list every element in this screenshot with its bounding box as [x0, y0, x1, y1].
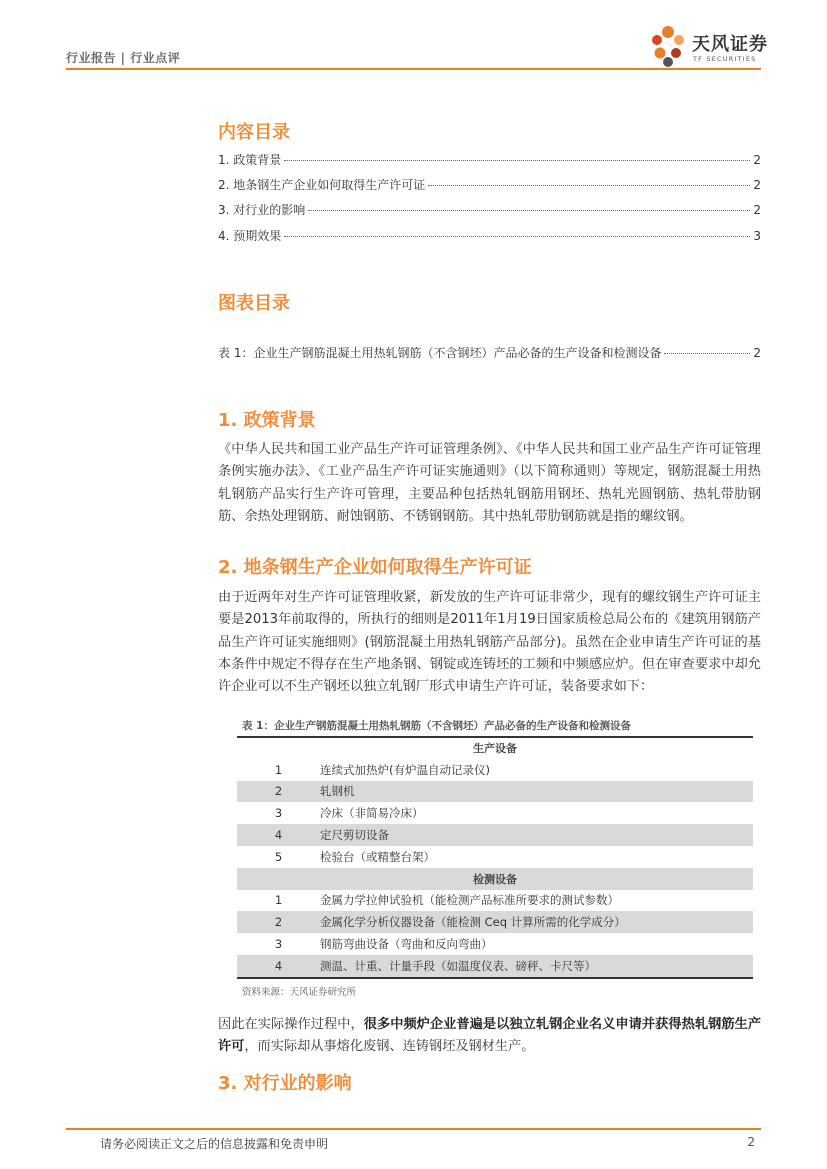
toc-item[interactable]: 1. 政策背景 2 — [218, 153, 761, 167]
tf-flower-icon — [648, 24, 690, 68]
section-2-title: 2. 地条钢生产企业如何取得生产许可证 — [218, 557, 532, 578]
brand-name-en: TF SECURITIES — [693, 55, 757, 63]
table-group-header: 检测设备 — [237, 868, 753, 890]
section-1-title: 1. 政策背景 — [218, 410, 316, 431]
header-divider — [66, 68, 761, 70]
section-3-title: 3. 对行业的影响 — [218, 1073, 352, 1094]
toc-item[interactable]: 2. 地条钢生产企业如何取得生产许可证 2 — [218, 178, 761, 192]
table-row: 1 连续式加热炉(有炉温自动记录仪) — [274, 762, 490, 777]
section-1-body: 《中华人民共和国工业产品生产许可证管理条例》、《中华人民共和国工业产品生产许可证管理条例实施办法》、《工业产品生产许可证实施通则》（以下简称通则）等规定，钢筋混凝土用热轧钢筋产品实行生产许可管理，主要品种包括热轧钢筋用钢坯、热轧光圆钢筋、热轧带肋钢筋、余热处理钢筋、耐蚀钢筋、不锈钢钢筋。其中热轧带肋钢筋就是指的螺纹钢。 — [218, 442, 761, 524]
table-row: 5 检验台（或精整台架） — [274, 849, 435, 864]
equipment-table — [237, 737, 753, 977]
toc-title: 内容目录 — [218, 122, 290, 143]
section-2-body: 由于近两年对生产许可证管理收紧，新发放的生产许可证非常少，现有的螺纹钢生产许可证主要是2013年前取得的，所执行的细则是2011年1月19日国家质检总局公布的《建筑用钢筋产品生产许可证实施细则》(钢筋混凝土用热轧钢筋产品部分)。虽然在企业申请生产许可证的基本条件中规定不得存在生产地条钢、钢锭或连铸坯的工频和中频感应炉。但在审查要求中却允许企业可以不生产钢坯以独立轧钢厂形式申请生产许可证，装备要求如下： — [218, 590, 761, 695]
page-number: 2 — [747, 1135, 755, 1149]
figure-toc-item[interactable]: 表 1：企业生产钢筋混凝土用热轧钢筋（不含钢坯）产品必备的生产设备和检测设备 2 — [218, 346, 761, 360]
footer-divider — [66, 1128, 761, 1130]
table-source: 资料来源：天风证券研究所 — [242, 987, 357, 998]
table-group-header: 生产设备 — [473, 741, 517, 755]
table-row: 4 测温、计重、计量手段（如温度仪表、磅秤、卡尺等） — [237, 955, 753, 977]
brand-logo — [648, 24, 768, 68]
table-row: 2 金属化学分析仪器设备（能检测 Ceq 计算所需的化学成分） — [237, 911, 753, 933]
toc-item[interactable]: 4. 预期效果 3 — [218, 229, 761, 243]
table-row: 4 定尺剪切设备 — [237, 824, 753, 846]
table-row: 3 冷床（非简易冷床） — [274, 806, 424, 821]
brand-name-cn: 天风证券 — [692, 34, 768, 55]
figure-toc-title: 图表目录 — [218, 293, 290, 314]
table-bottom-rule — [237, 977, 753, 979]
footer-disclaimer: 请务必阅读正文之后的信息披露和免责申明 — [100, 1137, 329, 1151]
section-2-conclusion: 因此在实际操作过程中，很多中频炉企业普遍是以独立轧钢企业名义申请并获得热轧钢筋生产许可，而实际却从事熔化废钢、连铸钢坯及钢材生产。 — [218, 1017, 762, 1055]
table-caption: 表 1：企业生产钢筋混凝土用热轧钢筋（不含钢坯）产品必备的生产设备和检测设备 — [242, 720, 631, 732]
table-row: 3 钢筋弯曲设备（弯曲和反向弯曲） — [274, 937, 493, 952]
table-row: 1 金属力学拉伸试验机（能检测产品标准所要求的测试参数） — [274, 893, 619, 908]
report-type-label: 行业报告 | 行业点评 — [66, 51, 181, 65]
toc-item[interactable]: 3. 对行业的影响 2 — [218, 203, 761, 217]
table-row: 2 轧钢机 — [237, 781, 753, 803]
